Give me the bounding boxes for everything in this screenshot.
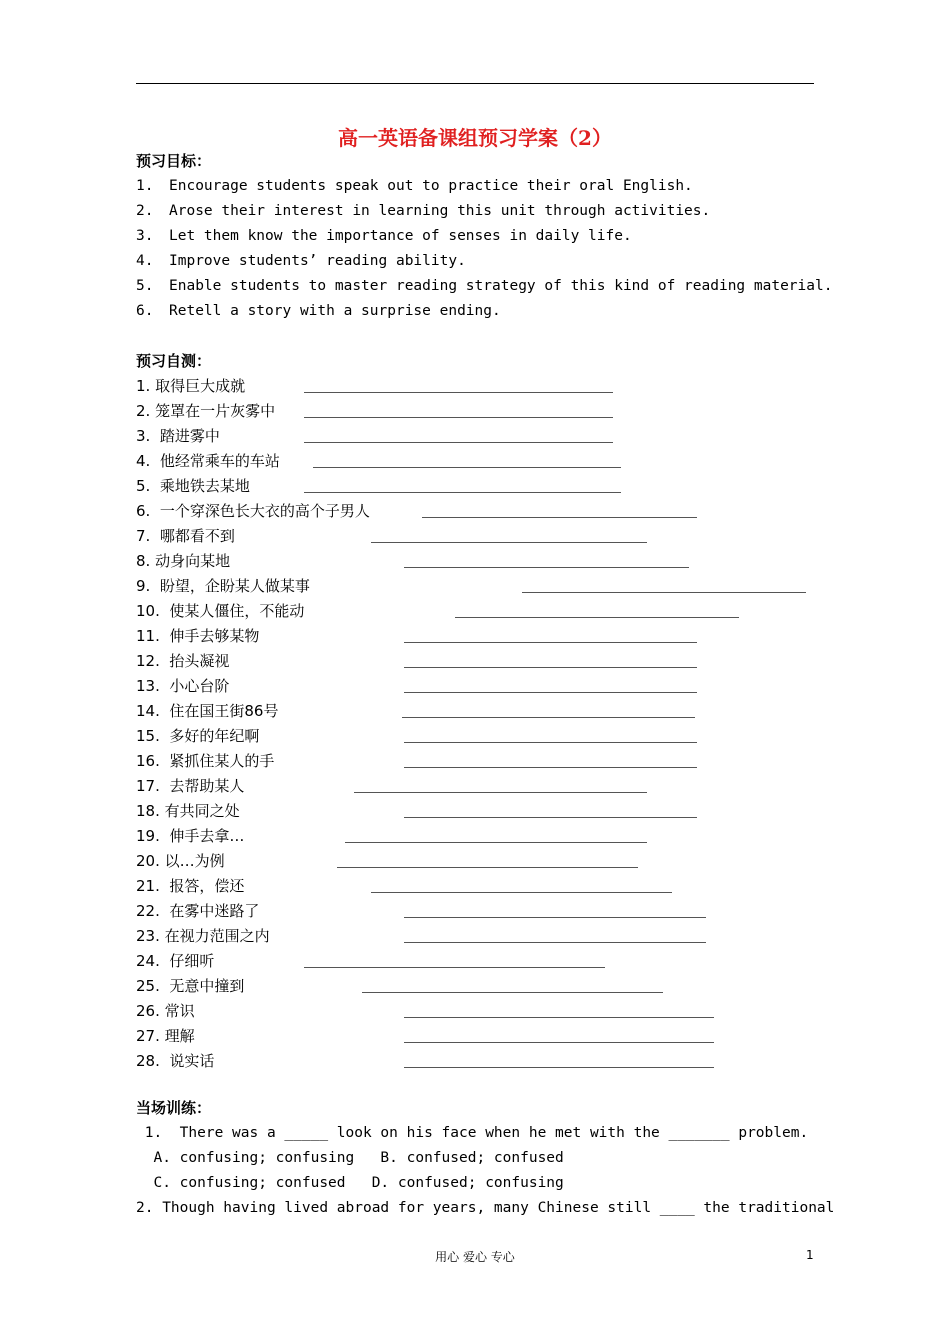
selftest-item: 17. 去帮助某人 bbox=[136, 777, 245, 795]
answer-blank[interactable] bbox=[371, 542, 647, 543]
goal-text: Improve students’ reading ability. bbox=[169, 253, 466, 269]
answer-blank[interactable] bbox=[362, 992, 663, 993]
goal-number: 2. bbox=[136, 203, 154, 219]
selftest-item: 26. 常识 bbox=[136, 1002, 195, 1020]
question-text: 1. There was a _____ look on his face when he met with the _______ problem. bbox=[136, 1125, 809, 1141]
answer-blank[interactable] bbox=[455, 617, 739, 618]
goal-text: Encourage students speak out to practice their oral English. bbox=[169, 178, 693, 194]
answer-blank[interactable] bbox=[404, 567, 689, 568]
answer-blank[interactable] bbox=[304, 967, 605, 968]
selftest-item: 7. 哪都看不到 bbox=[136, 527, 235, 545]
selftest-item: 21. 报答，偿还 bbox=[136, 877, 245, 895]
answer-blank[interactable] bbox=[404, 1067, 714, 1068]
page-number: 1 bbox=[806, 1248, 814, 1262]
selftest-item: 16. 紧抓住某人的手 bbox=[136, 752, 275, 770]
selftest-item: 23. 在视力范围之内 bbox=[136, 927, 270, 945]
goal-number: 3. bbox=[136, 228, 154, 244]
answer-options: C. confusing; confused D. confused; confusing bbox=[136, 1175, 564, 1191]
answer-blank[interactable] bbox=[404, 817, 697, 818]
page-title: 高一英语备课组预习学案（2） bbox=[338, 126, 612, 150]
selftest-item: 28. 说实话 bbox=[136, 1052, 215, 1070]
selftest-heading: 预习自测： bbox=[136, 352, 212, 370]
answer-blank[interactable] bbox=[404, 642, 697, 643]
answer-blank[interactable] bbox=[345, 842, 647, 843]
goals-heading: 预习目标： bbox=[136, 152, 212, 170]
selftest-item: 15. 多好的年纪啊 bbox=[136, 727, 260, 745]
selftest-item: 27. 理解 bbox=[136, 1027, 195, 1045]
answer-blank[interactable] bbox=[313, 467, 621, 468]
goal-text: Arose their interest in learning this unit through activities. bbox=[169, 203, 711, 219]
selftest-item: 10. 使某人僵住，不能动 bbox=[136, 602, 305, 620]
selftest-item: 22. 在雾中迷路了 bbox=[136, 902, 260, 920]
answer-blank[interactable] bbox=[404, 667, 697, 668]
selftest-item: 11. 伸手去够某物 bbox=[136, 627, 260, 645]
header-rule bbox=[136, 83, 814, 84]
goal-text: Enable students to master reading strategy of this kind of reading material. bbox=[169, 278, 833, 294]
answer-options: A. confusing; confusing B. confused; confused bbox=[136, 1150, 564, 1166]
answer-blank[interactable] bbox=[522, 592, 806, 593]
selftest-item: 3. 踏进雾中 bbox=[136, 427, 220, 445]
goal-number: 6. bbox=[136, 303, 154, 319]
answer-blank[interactable] bbox=[354, 792, 647, 793]
selftest-item: 12. 抬头凝视 bbox=[136, 652, 230, 670]
selftest-item: 18. 有共同之处 bbox=[136, 802, 240, 820]
answer-blank[interactable] bbox=[337, 867, 638, 868]
answer-blank[interactable] bbox=[371, 892, 672, 893]
goal-text: Let them know the importance of senses in daily life. bbox=[169, 228, 632, 244]
question-text: 2. Though having lived abroad for years, many Chinese still ____ the traditional bbox=[136, 1200, 835, 1216]
answer-blank[interactable] bbox=[404, 1017, 714, 1018]
selftest-item: 13. 小心台阶 bbox=[136, 677, 230, 695]
answer-blank[interactable] bbox=[404, 942, 706, 943]
selftest-item: 2. 笼罩在一片灰雾中 bbox=[136, 402, 276, 420]
selftest-item: 19. 伸手去拿… bbox=[136, 827, 245, 845]
answer-blank[interactable] bbox=[404, 692, 697, 693]
answer-blank[interactable] bbox=[404, 1042, 714, 1043]
selftest-item: 25. 无意中撞到 bbox=[136, 977, 245, 995]
goal-number: 4. bbox=[136, 253, 154, 269]
selftest-item: 4. 他经常乘车的车站 bbox=[136, 452, 280, 470]
answer-blank[interactable] bbox=[404, 917, 706, 918]
selftest-item: 20. 以…为例 bbox=[136, 852, 225, 870]
answer-blank[interactable] bbox=[304, 417, 613, 418]
answer-blank[interactable] bbox=[402, 717, 695, 718]
selftest-item: 8. 动身向某地 bbox=[136, 552, 231, 570]
selftest-item: 9. 盼望，企盼某人做某事 bbox=[136, 577, 310, 595]
answer-blank[interactable] bbox=[304, 492, 621, 493]
selftest-item: 14. 住在国王街86号 bbox=[136, 702, 279, 720]
goal-number: 1. bbox=[136, 178, 154, 194]
footer-text: 用心 爱心 专心 bbox=[435, 1250, 515, 1264]
practice-heading: 当场训练： bbox=[136, 1099, 212, 1117]
answer-blank[interactable] bbox=[404, 767, 697, 768]
answer-blank[interactable] bbox=[404, 742, 697, 743]
selftest-item: 24. 仔细听 bbox=[136, 952, 215, 970]
answer-blank[interactable] bbox=[304, 392, 613, 393]
answer-blank[interactable] bbox=[422, 517, 697, 518]
selftest-item: 5. 乘地铁去某地 bbox=[136, 477, 250, 495]
selftest-item: 1. 取得巨大成就 bbox=[136, 377, 246, 395]
selftest-item: 6. 一个穿深色长大衣的高个子男人 bbox=[136, 502, 370, 520]
answer-blank[interactable] bbox=[304, 442, 613, 443]
goal-number: 5. bbox=[136, 278, 154, 294]
goal-text: Retell a story with a surprise ending. bbox=[169, 303, 501, 319]
